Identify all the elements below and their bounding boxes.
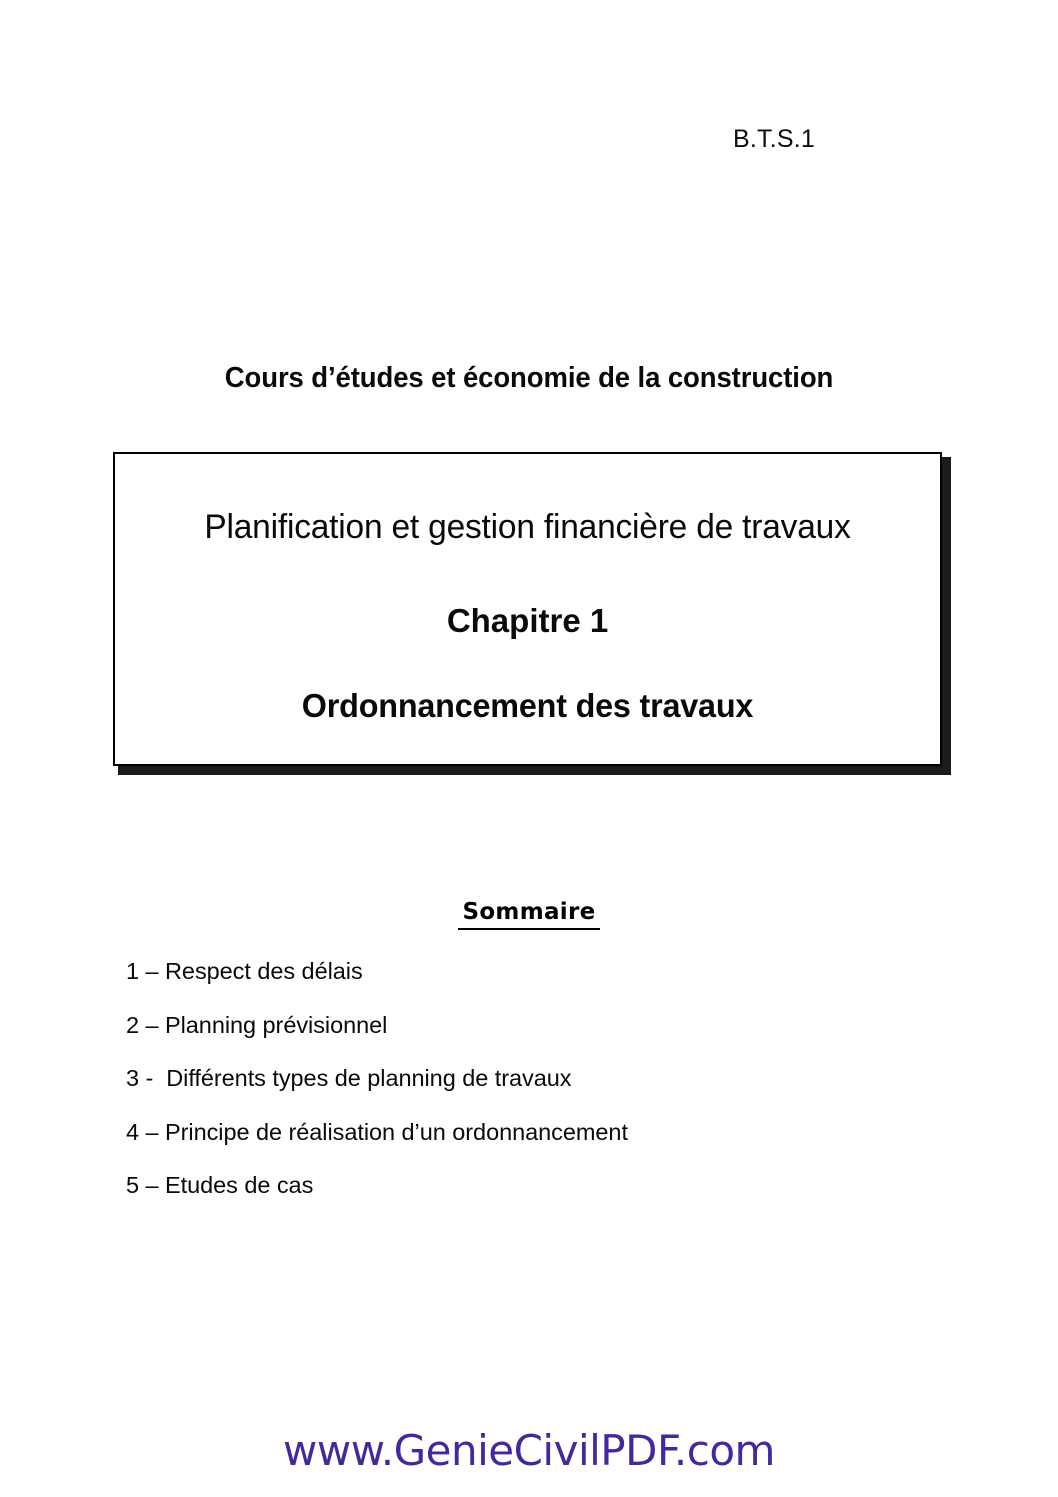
list-item: 3 - Différents types de planning de travaux — [126, 1065, 572, 1091]
summary-heading-text: Sommaire — [458, 898, 599, 930]
list-item: 4 – Principe de réalisation d’un ordonnancement — [126, 1118, 628, 1145]
list-item: 1 – Respect des délais — [126, 958, 363, 984]
summary-heading — [0, 898, 1058, 930]
course-heading: Cours d’études et économie de la construction — [224, 362, 834, 394]
list-item: 2 – Planning prévisionnel — [126, 1011, 388, 1038]
document-code-text: B.T.S.1 — [733, 125, 815, 153]
document-code — [0, 124, 1058, 154]
list-item: 5 – Etudes de cas — [126, 1172, 314, 1198]
title-box-chapter: Chapitre 1 — [446, 602, 609, 639]
title-box-container — [113, 452, 946, 770]
title-box-topic: Ordonnancement des travaux — [301, 687, 754, 724]
summary-list — [126, 957, 926, 1225]
title-box — [113, 452, 942, 766]
title-box-subject: Planification et gestion financière de travaux — [204, 508, 851, 546]
footer-website-url: www.GenieCivilPDF.com — [283, 1426, 775, 1475]
